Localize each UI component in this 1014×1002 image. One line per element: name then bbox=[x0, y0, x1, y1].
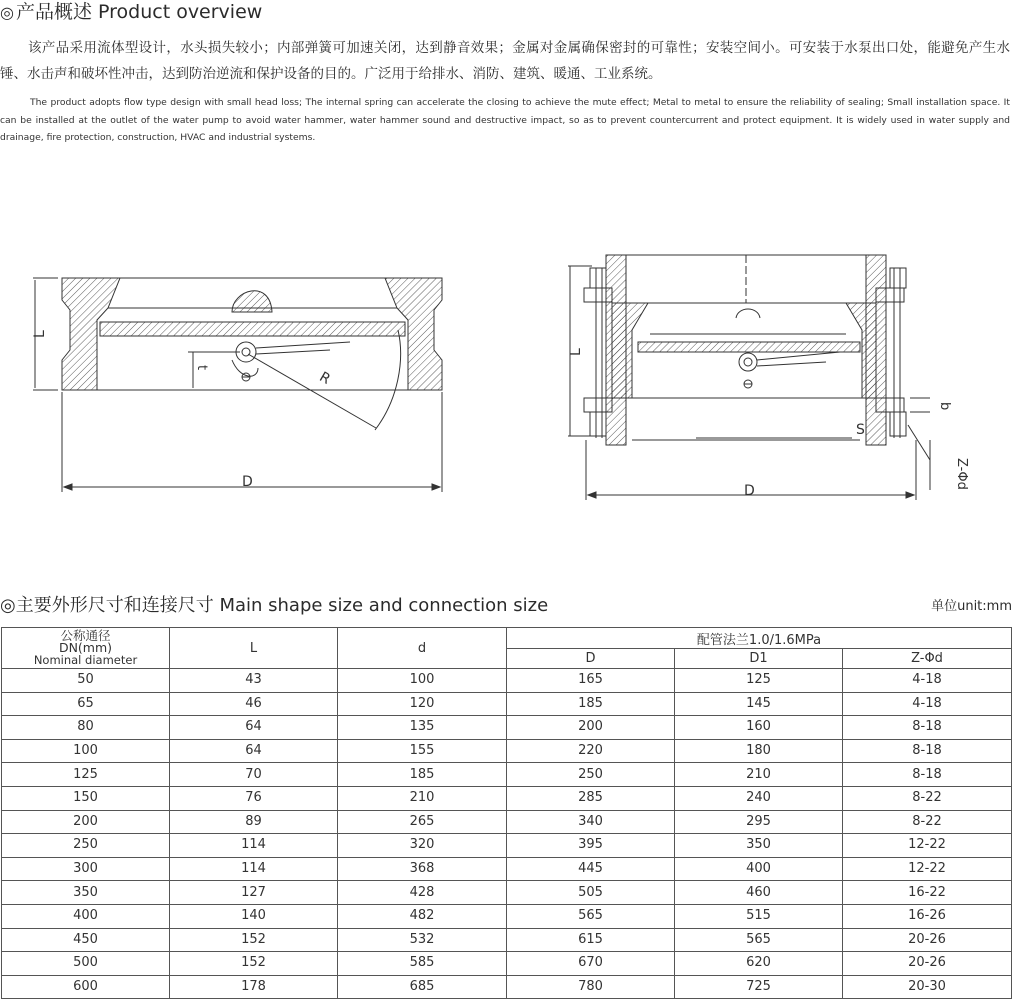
cell-D1: 400 bbox=[675, 857, 843, 881]
cell-dn: 350 bbox=[2, 881, 170, 905]
cell-D1: 145 bbox=[675, 692, 843, 716]
cell-d: 585 bbox=[338, 952, 507, 976]
cell-zphid: 8-18 bbox=[843, 716, 1012, 740]
cell-zphid: 16-22 bbox=[843, 881, 1012, 905]
right-dim-zphid: Z-Φd bbox=[954, 458, 969, 490]
cell-dn: 65 bbox=[2, 692, 170, 716]
table-row bbox=[2, 810, 1012, 834]
cell-L: 64 bbox=[170, 739, 338, 763]
table-row bbox=[2, 904, 1012, 928]
overview-title: 产品概述 Product overview bbox=[15, 1, 263, 23]
cell-L: 43 bbox=[170, 669, 338, 693]
cell-D: 565 bbox=[507, 904, 675, 928]
table-row bbox=[2, 669, 1012, 693]
table-row bbox=[2, 928, 1012, 952]
right-dim-D: D bbox=[744, 483, 755, 499]
table-row bbox=[2, 763, 1012, 787]
left-dim-L: L bbox=[32, 330, 48, 338]
cell-d: 532 bbox=[338, 928, 507, 952]
table-row bbox=[2, 881, 1012, 905]
cell-L: 140 bbox=[170, 904, 338, 928]
cell-d: 428 bbox=[338, 881, 507, 905]
cell-d: 482 bbox=[338, 904, 507, 928]
cell-zphid: 4-18 bbox=[843, 692, 1012, 716]
table-row bbox=[2, 739, 1012, 763]
table-row bbox=[2, 857, 1012, 881]
header-dn bbox=[2, 628, 170, 669]
left-dim-D: D bbox=[242, 474, 253, 490]
cell-D: 445 bbox=[507, 857, 675, 881]
circle-bullet-icon: ◎ bbox=[0, 595, 16, 616]
cell-D: 185 bbox=[507, 692, 675, 716]
cell-D: 165 bbox=[507, 669, 675, 693]
left-dim-R: R bbox=[316, 369, 333, 388]
cell-d: 368 bbox=[338, 857, 507, 881]
dimensions-table-body bbox=[2, 669, 1012, 999]
cell-zphid: 8-22 bbox=[843, 810, 1012, 834]
header-D: D bbox=[507, 649, 675, 669]
dimensions-heading bbox=[0, 594, 548, 618]
table-row bbox=[2, 786, 1012, 810]
header-flange-group: 配管法兰1.0/1.6MPa bbox=[507, 628, 1012, 649]
cell-zphid: 12-22 bbox=[843, 857, 1012, 881]
circle-bullet-icon: ◎ bbox=[0, 3, 14, 22]
cell-D: 395 bbox=[507, 834, 675, 858]
cell-d: 135 bbox=[338, 716, 507, 740]
valve-technical-drawing bbox=[0, 240, 1014, 520]
wafer-valve-section-view bbox=[33, 278, 442, 492]
cell-zphid: 20-26 bbox=[843, 928, 1012, 952]
cell-dn: 200 bbox=[2, 810, 170, 834]
cell-L: 127 bbox=[170, 881, 338, 905]
cell-D1: 515 bbox=[675, 904, 843, 928]
cell-D: 285 bbox=[507, 786, 675, 810]
cell-dn: 80 bbox=[2, 716, 170, 740]
dimensions-title: 主要外形尺寸和连接尺寸 Main shape size and connection size bbox=[15, 595, 549, 616]
cell-d: 265 bbox=[338, 810, 507, 834]
cell-L: 152 bbox=[170, 928, 338, 952]
cell-D: 250 bbox=[507, 763, 675, 787]
cell-dn: 150 bbox=[2, 786, 170, 810]
cell-zphid: 8-22 bbox=[843, 786, 1012, 810]
cell-L: 76 bbox=[170, 786, 338, 810]
right-dim-b: b bbox=[937, 402, 952, 411]
cell-L: 64 bbox=[170, 716, 338, 740]
cell-d: 320 bbox=[338, 834, 507, 858]
cell-dn: 125 bbox=[2, 763, 170, 787]
right-dim-L: L bbox=[568, 348, 584, 356]
table-row bbox=[2, 692, 1012, 716]
cell-D1: 350 bbox=[675, 834, 843, 858]
dimensions-table bbox=[1, 627, 1012, 999]
cell-L: 46 bbox=[170, 692, 338, 716]
cell-D: 505 bbox=[507, 881, 675, 905]
cell-L: 70 bbox=[170, 763, 338, 787]
header-dn-en: Nominal diameter bbox=[33, 653, 138, 667]
cell-L: 178 bbox=[170, 975, 338, 999]
cell-dn: 50 bbox=[2, 669, 170, 693]
cell-zphid: 16-26 bbox=[843, 904, 1012, 928]
cell-D: 780 bbox=[507, 975, 675, 999]
cell-D: 615 bbox=[507, 928, 675, 952]
cell-d: 120 bbox=[338, 692, 507, 716]
cell-dn: 600 bbox=[2, 975, 170, 999]
cell-D1: 565 bbox=[675, 928, 843, 952]
cell-D1: 460 bbox=[675, 881, 843, 905]
cell-zphid: 20-26 bbox=[843, 952, 1012, 976]
cell-D: 340 bbox=[507, 810, 675, 834]
overview-paragraph-cn: 该产品采用流体型设计，水头损失较小；内部弹簧可加速关闭，达到静音效果；金属对金属确保密封的可靠性；安装空间小。可安装于水泵出口处，能避免产生水锤、水击声和破坏性冲击，达到防治逆流和保护设备的目的。广泛用于给排水、消防、建筑、暖通、工业系统。 bbox=[0, 40, 1010, 82]
cell-D1: 180 bbox=[675, 739, 843, 763]
cell-D1: 240 bbox=[675, 786, 843, 810]
cell-d: 185 bbox=[338, 763, 507, 787]
unit-label: 单位unit:mm bbox=[931, 599, 1012, 614]
cell-d: 210 bbox=[338, 786, 507, 810]
cell-zphid: 4-18 bbox=[843, 669, 1012, 693]
cell-L: 152 bbox=[170, 952, 338, 976]
table-row bbox=[2, 716, 1012, 740]
table-row bbox=[2, 952, 1012, 976]
cell-d: 685 bbox=[338, 975, 507, 999]
header-zphid: Z-Φd bbox=[843, 649, 1012, 669]
flanged-valve-installed-view bbox=[568, 255, 930, 500]
table-row bbox=[2, 975, 1012, 999]
cell-dn: 250 bbox=[2, 834, 170, 858]
cell-zphid: 8-18 bbox=[843, 739, 1012, 763]
header-D1: D1 bbox=[675, 649, 843, 669]
cell-d: 155 bbox=[338, 739, 507, 763]
cell-D: 670 bbox=[507, 952, 675, 976]
cell-dn: 450 bbox=[2, 928, 170, 952]
header-L: L bbox=[170, 628, 338, 669]
cell-L: 89 bbox=[170, 810, 338, 834]
left-dim-t: t bbox=[194, 365, 209, 371]
cell-dn: 100 bbox=[2, 739, 170, 763]
cell-D: 200 bbox=[507, 716, 675, 740]
cell-dn: 400 bbox=[2, 904, 170, 928]
header-dn-unit: DN(mm) bbox=[58, 640, 113, 655]
cell-D1: 620 bbox=[675, 952, 843, 976]
cell-D1: 160 bbox=[675, 716, 843, 740]
cell-zphid: 20-30 bbox=[843, 975, 1012, 999]
cell-zphid: 8-18 bbox=[843, 763, 1012, 787]
header-d: d bbox=[338, 628, 507, 669]
cell-d: 100 bbox=[338, 669, 507, 693]
cell-D1: 295 bbox=[675, 810, 843, 834]
cell-D1: 725 bbox=[675, 975, 843, 999]
cell-L: 114 bbox=[170, 834, 338, 858]
table-row bbox=[2, 834, 1012, 858]
cell-L: 114 bbox=[170, 857, 338, 881]
cell-D: 220 bbox=[507, 739, 675, 763]
overview-heading bbox=[0, 0, 262, 25]
header-dn-cn: 公称通径 bbox=[60, 628, 111, 643]
cell-dn: 300 bbox=[2, 857, 170, 881]
cell-D1: 210 bbox=[675, 763, 843, 787]
cell-dn: 500 bbox=[2, 952, 170, 976]
cell-D1: 125 bbox=[675, 669, 843, 693]
right-dim-S: S bbox=[856, 422, 865, 438]
overview-paragraph-en: The product adopts flow type design with small head loss; The internal spring can accelerate the closing to achieve the mute effect; Metal to metal to ensure the reliability of sealing; Small installation space. It can be installed at the outlet of the water pump to avoid water hammer, water hammer sound and destructive impact, so as to prevent countercurrent and protect equipment. It is widely used in water supply and drainage, fire protection, construction, HVAC and industrial systems. bbox=[0, 97, 1010, 143]
cell-zphid: 12-22 bbox=[843, 834, 1012, 858]
